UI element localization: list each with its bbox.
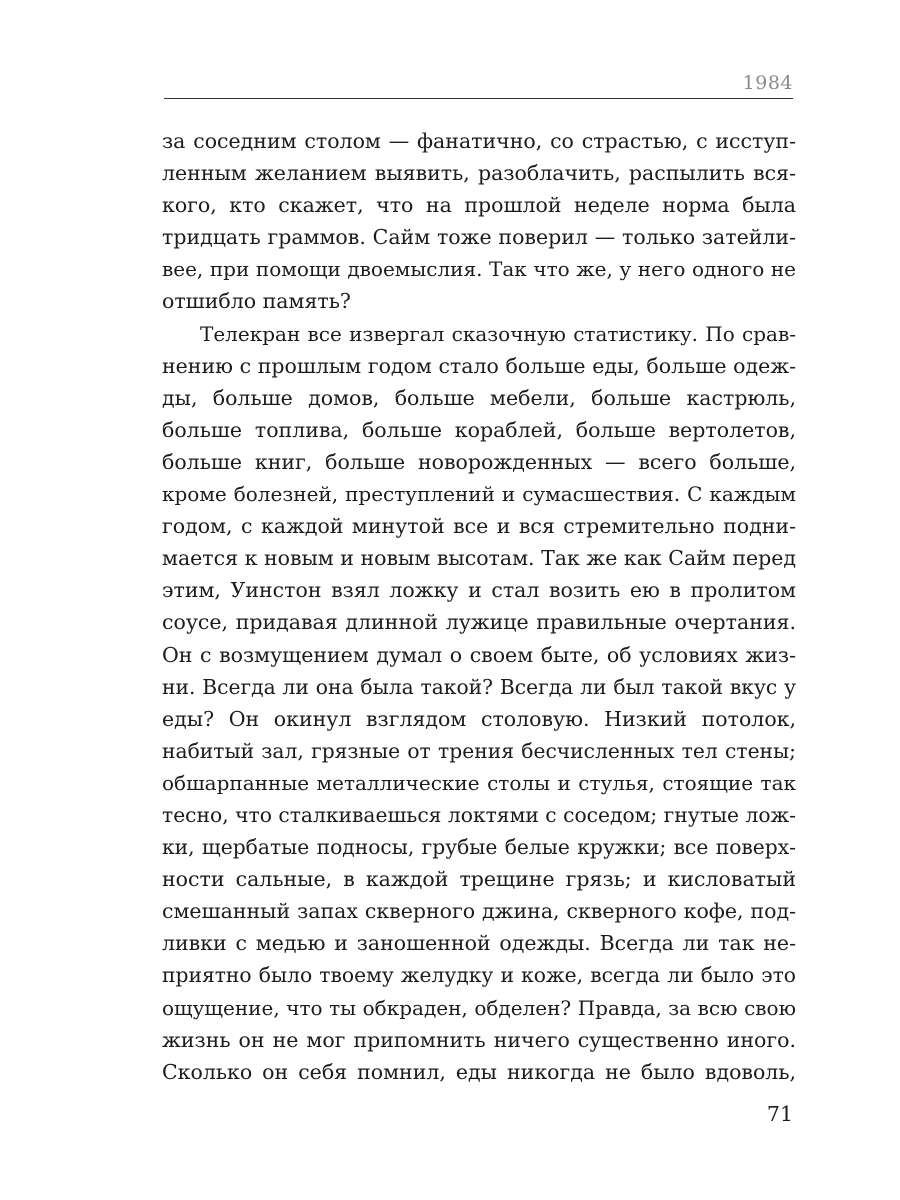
header-rule xyxy=(164,98,793,99)
text-line: ды, больше домов, больше мебели, больше кастрюль, xyxy=(162,385,796,410)
text-line: набитый зал, грязные от трения бесчисленных тел стены; xyxy=(162,738,796,763)
text-line: Телекран все извергал сказочную статистику. По срав- xyxy=(200,321,796,346)
text-line: ни. Всегда ли она была такой? Всегда ли был такой вкус у xyxy=(162,674,796,699)
page-number: 71 xyxy=(766,1102,793,1126)
text-line: Он с возмущением думал о своем быте, об условиях жиз- xyxy=(162,642,796,667)
text-line: обшарпанные металлические столы и стулья, стоящие так xyxy=(162,770,796,795)
text-line: ощущение, что ты обкраден, обделен? Правда, за всю свою xyxy=(162,995,796,1020)
text-line: за соседним столом — фанатично, со страстью, с исступ- xyxy=(162,129,796,153)
text-line: Сколько он себя помнил, еды никогда не было вдоволь, xyxy=(162,1059,796,1084)
text-line: ности сальные, в каждой трещине грязь; и кисловатый xyxy=(162,867,796,892)
text-line: годом, с каждой минутой все и вся стремительно подни- xyxy=(162,514,796,539)
text-line: отшибло память? xyxy=(162,289,351,314)
text-line: еды? Он окинул взглядом столовую. Низкий потолок, xyxy=(162,706,796,731)
text-line: больше топлива, больше кораблей, больше вертолетов, xyxy=(162,417,796,442)
text-line: ливки с медью и заношенной одежды. Всегда ли так не- xyxy=(162,931,796,956)
text-line: вее, при помощи двоемыслия. Так что же, у него одного не xyxy=(162,257,796,282)
body-text xyxy=(162,125,796,1088)
text-line: больше книг, больше новорожденных — всего больше, xyxy=(162,449,796,474)
text-line: смешанный запах скверного джина, скверного кофе, под- xyxy=(162,899,796,924)
text-line: ки, щербатые подносы, грубые белые кружки; все поверх- xyxy=(162,835,796,860)
text-line: приятно было твоему желудку и коже, всегда ли было это xyxy=(162,963,796,988)
paragraph-2 xyxy=(162,318,796,1088)
running-title: 1984 xyxy=(742,72,793,94)
text-line: нению с прошлым годом стало больше еды, больше одеж- xyxy=(162,353,796,378)
text-line: тесно, что сталкиваешься локтями с соседом; гнутые лож- xyxy=(162,802,796,827)
text-line: жизнь он не мог припомнить ничего существенно иного. xyxy=(162,1027,796,1052)
text-line: кого, кто скажет, что на прошлой неделе норма была xyxy=(162,193,796,218)
text-line: тридцать граммов. Сайм тоже поверил — только затейли- xyxy=(162,225,796,250)
text-line: этим, Уинстон взял ложку и стал возить ею в пролитом xyxy=(162,578,796,603)
text-line: кроме болезней, преступлений и сумасшествия. С каждым xyxy=(162,482,796,507)
text-line: соусе, придавая длинной лужице правильные очертания. xyxy=(162,610,796,635)
text-line: мается к новым и новым высотам. Так же как Сайм перед xyxy=(162,546,796,571)
text-line: ленным желанием выявить, разоблачить, распылить вся- xyxy=(162,161,796,186)
paragraph-1 xyxy=(162,125,796,318)
